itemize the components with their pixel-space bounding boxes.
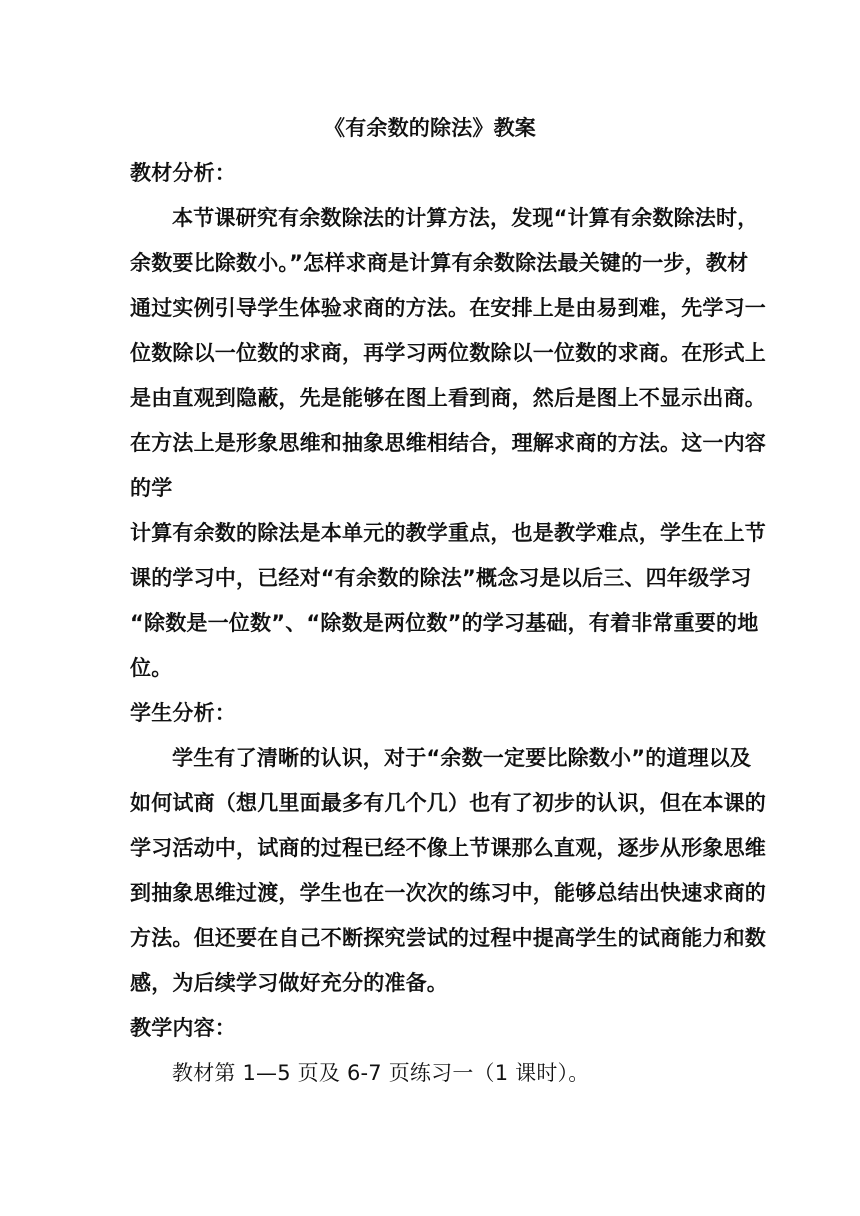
document-title: 《有余数的除法》教案 [324, 116, 536, 140]
paragraph-line: 计算有余数的除法是本单元的教学重点，也是教学难点，学生在上节 [130, 521, 766, 545]
paragraph-line: 在方法上是形象思维和抽象思维相结合，理解求商的方法。这一内容 [130, 431, 766, 455]
section-heading-student-analysis: 学生分析： [130, 701, 236, 725]
paragraph-line: 位数除以一位数的求商，再学习两位数除以一位数的求商。在形式上 [130, 341, 766, 365]
paragraph-line: 的学 [130, 476, 173, 500]
paragraph-line: 余数要比除数小。”怎样求商是计算有余数除法最关键的一步，教材 [130, 251, 749, 275]
paragraph-line: 位。 [130, 656, 173, 680]
paragraph-line: 到抽象思维过渡，学生也在一次次的练习中，能够总结出快速求商的 [130, 881, 766, 905]
paragraph-line: 本节课研究有余数除法的计算方法，发现“计算有余数除法时， [172, 206, 759, 230]
paragraph-line: 如何试商（想几里面最多有几个几）也有了初步的认识，但在本课的 [130, 791, 766, 815]
paragraph-line: 学生有了清晰的认识，对于“余数一定要比除数小”的道理以及 [172, 746, 752, 770]
section-heading-teaching-content: 教学内容： [130, 1016, 236, 1040]
paragraph-line: 学习活动中，试商的过程已经不像上节课那么直观，逐步从形象思维 [130, 836, 766, 860]
paragraph-line: 是由直观到隐蔽，先是能够在图上看到商，然后是图上不显示出商。 [130, 386, 766, 410]
paragraph-line: 感，为后续学习做好充分的准备。 [130, 971, 448, 995]
paragraph-line: “除数是一位数”、“除数是两位数”的学习基础，有着非常重要的地 [130, 611, 759, 635]
paragraph-line: 课的学习中，已经对“有余数的除法”概念习是以后三、四年级学习 [130, 566, 752, 590]
paragraph-line: 方法。但还要在自己不断探究尝试的过程中提高学生的试商能力和数 [130, 926, 766, 950]
section-heading-textbook-analysis: 教材分析： [130, 161, 236, 185]
paragraph-line: 教材第 1—5 页及 6-7 页练习一（1 课时）。 [172, 1061, 590, 1085]
paragraph-line: 通过实例引导学生体验求商的方法。在安排上是由易到难，先学习一 [130, 296, 766, 320]
